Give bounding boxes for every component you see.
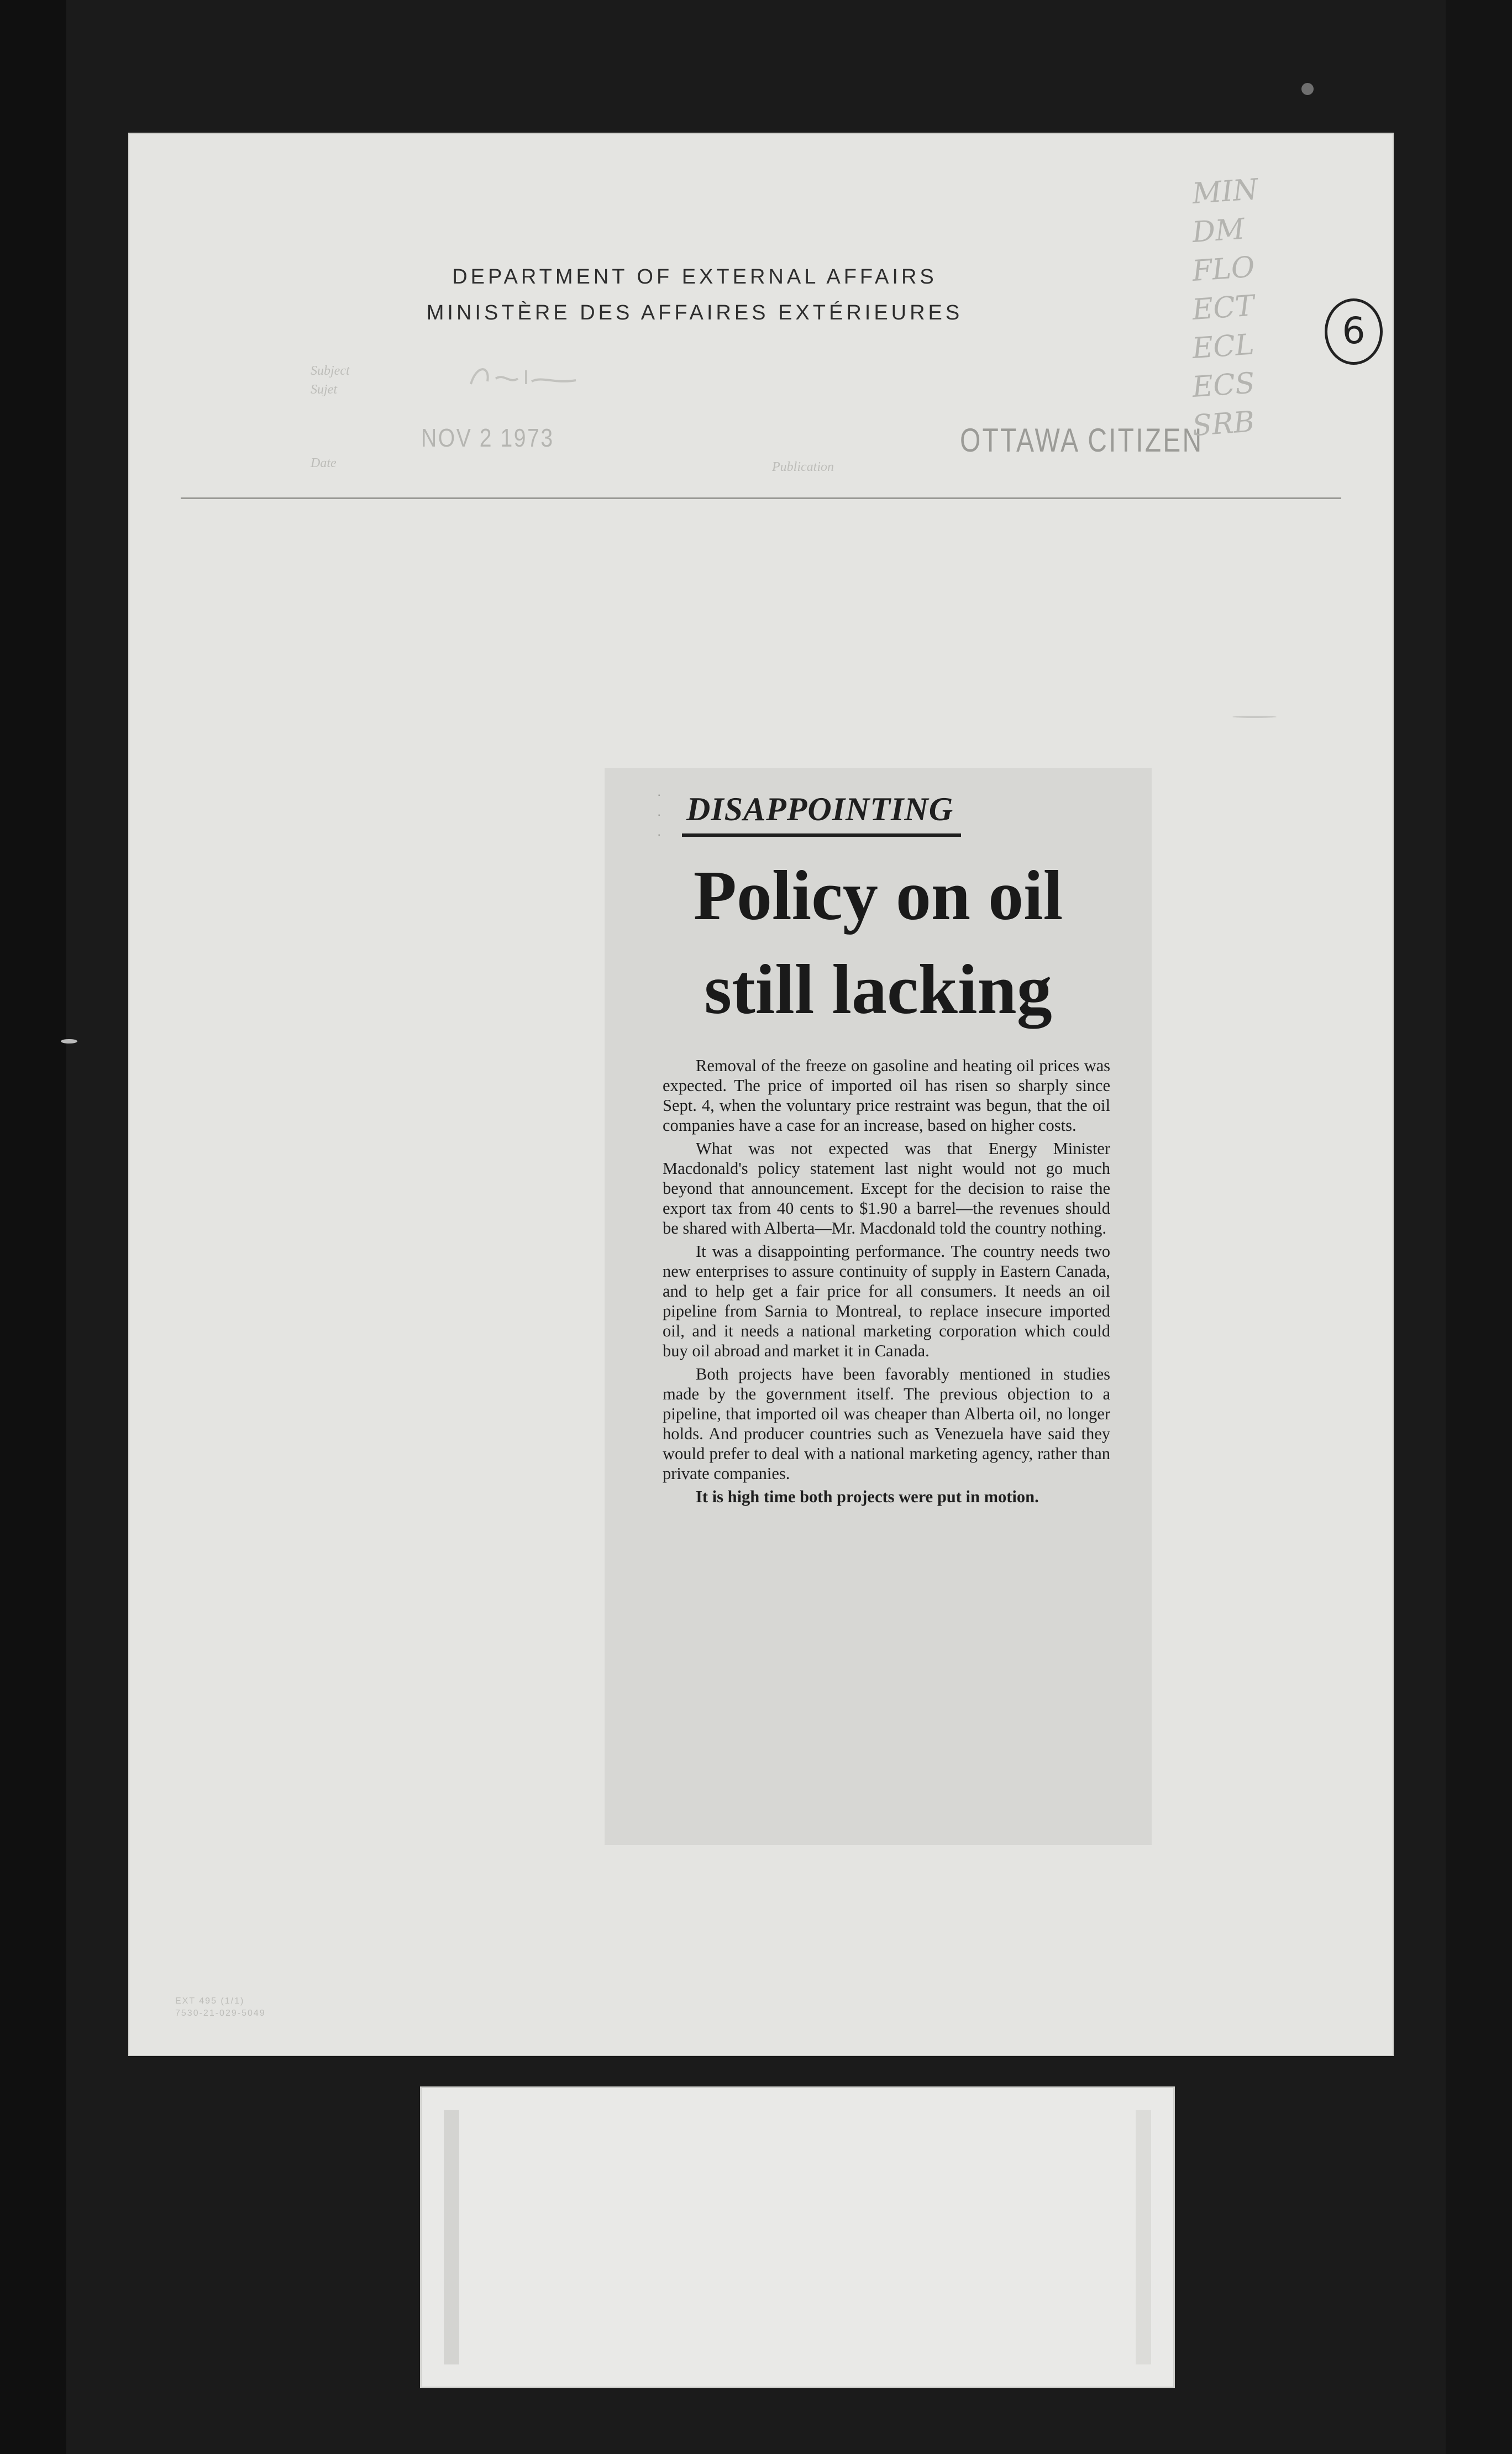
microfilm-target-card: [420, 2086, 1175, 2388]
kicker-underline: [682, 833, 961, 837]
initial-5: ECL: [1191, 328, 1256, 366]
dust-speck: [61, 1039, 77, 1044]
publication-label: Publication: [772, 460, 834, 474]
initial-2: DM: [1191, 212, 1246, 250]
initial-1: MIN: [1191, 172, 1259, 211]
subject-label: Subject: [311, 364, 350, 378]
target-card-inner: [444, 2110, 1151, 2364]
initial-6: ECS: [1191, 366, 1256, 405]
newspaper-clipping: [605, 768, 1152, 1845]
article-paragraph: Removal of the freeze on gasoline and heating oil prices was expected. The price of imported oil has risen so sharply since Sept. 4, when the voluntary price restraint was begun, that the oil companies have a case for an increase, based on higher costs.: [663, 1056, 1110, 1135]
document-page: [128, 133, 1394, 2056]
article-kicker: DISAPPOINTING: [686, 791, 954, 827]
subject-handwriting: [465, 359, 581, 392]
letterhead: [128, 265, 1261, 325]
initial-3: FLO: [1191, 250, 1256, 289]
clipping-margin-marks: · · ·: [657, 788, 662, 841]
form-code: [175, 1995, 266, 2020]
article-paragraph: What was not expected was that Energy Minister Macdonald's policy statement last night would not go much beyond that announcement. Except for the decision to raise the export tax from 40 cents to $1.90 a barrel—the revenues should be shared with Alberta—Mr. Macdonald told the country nothing.: [663, 1139, 1110, 1238]
film-edge-left: [0, 0, 66, 2454]
dust-speck: [1232, 716, 1277, 718]
circled-number: 6: [1325, 298, 1383, 365]
film-edge-right: [1446, 0, 1512, 2454]
initial-4: ECT: [1191, 289, 1256, 327]
headline-line-1: Policy on oil: [693, 856, 1063, 935]
publication-stamp: OTTAWA CITIZEN: [960, 422, 1204, 459]
letterhead-french: MINISTÈRE DES AFFAIRES EXTÉRIEURES: [426, 301, 963, 324]
article-headline: [605, 848, 1152, 1036]
article-body: [663, 1056, 1110, 1510]
initial-7: SRB: [1191, 405, 1256, 443]
article-paragraph: It is high time both projects were put in motion.: [696, 1487, 1039, 1506]
date-stamp: NOV 2 1973: [421, 423, 554, 452]
form-code-line-1: EXT 495 (1/1): [175, 1996, 245, 2006]
subject-label-fr: Sujet: [311, 382, 337, 397]
date-label: Date: [311, 456, 337, 470]
form-divider: [181, 497, 1341, 499]
article-paragraph: Both projects have been favorably mentioned in studies made by the government itself. The previous objection to a pipeline, that imported oil was cheaper than Alberta oil, no longer holds. And producer countries such as Venezuela have said they would prefer to deal with a national marketing agency, rather than private companies.: [663, 1365, 1110, 1483]
letterhead-english: DEPARTMENT OF EXTERNAL AFFAIRS: [452, 265, 937, 289]
dust-speck: [1301, 83, 1314, 95]
form-code-line-2: 7530-21-029-5049: [175, 2009, 266, 2018]
article-paragraph: It was a disappointing performance. The country needs two new enterprises to assure continuity of supply in Eastern Canada, and to help get a fair price for all consumers. It needs an oil pipeline from Sarnia to Montreal, to replace insecure imported oil, and it needs a national marketing corporation which could buy oil abroad and market it in Canada.: [663, 1242, 1110, 1360]
headline-line-2: still lacking: [704, 950, 1052, 1029]
